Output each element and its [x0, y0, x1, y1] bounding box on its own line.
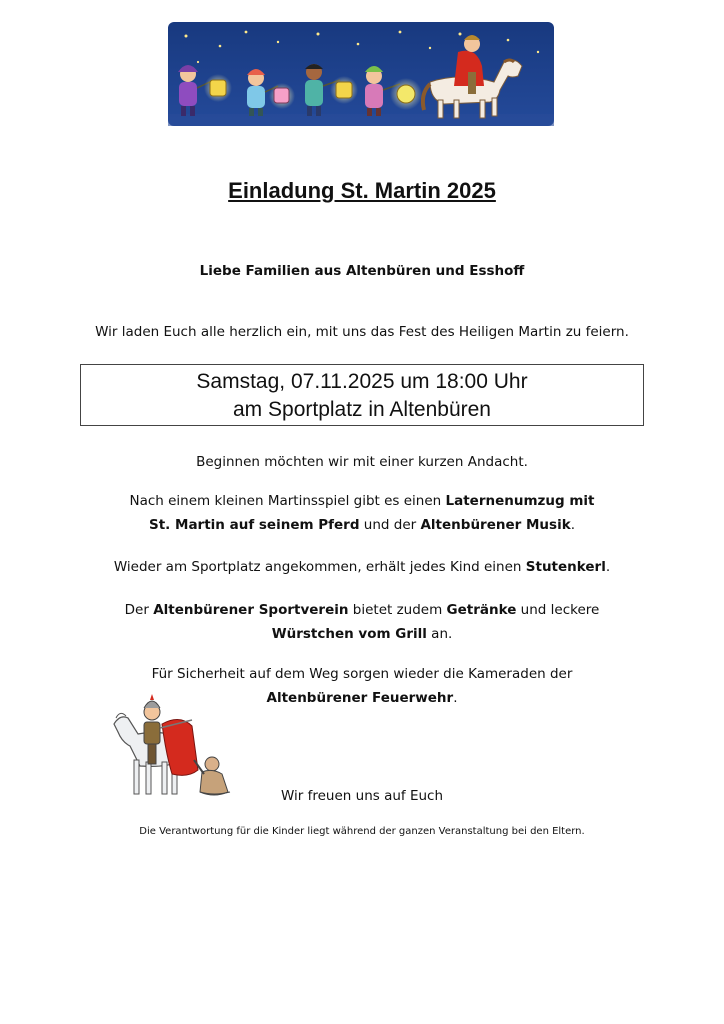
disclaimer: Die Verantwortung für die Kinder liegt während der ganzen Veranstaltung bei den Eltern.	[139, 826, 585, 837]
highlight-stutenkerl: Stutenkerl	[525, 559, 606, 575]
highlight-laternenumzug: Laternenumzug mit	[445, 493, 595, 509]
highlight-sportverein: Altenbürener Sportverein	[153, 602, 349, 618]
paragraph-stutenkerl	[0, 555, 724, 579]
text-fragment: bietet zudem	[348, 602, 447, 618]
closing-text	[0, 788, 724, 804]
greeting: Liebe Familien aus Altenbüren und Esshoff	[199, 263, 525, 279]
highlight-wuerstchen: Würstchen vom Grill	[271, 626, 427, 642]
paragraph-andacht: Beginnen möchten wir mit einer kurzen Andacht.	[196, 454, 528, 470]
text-fragment: Nach einem kleinen Martinsspiel gibt es einen	[129, 493, 446, 509]
highlight-musik: Altenbürener Musik	[420, 517, 571, 533]
intro-text: Wir laden Euch alle herzlich ein, mit uns das Fest des Heiligen Martin zu feiern.	[95, 324, 629, 340]
highlight-st-martin: St. Martin auf seinem Pferd	[149, 517, 360, 533]
text-fragment: .	[605, 559, 611, 575]
text-fragment: Der	[124, 602, 154, 618]
highlight-feuerwehr: Altenbürener Feuerwehr	[266, 690, 454, 706]
text-fragment: Für Sicherheit auf dem Weg sorgen wieder die Kameraden der	[151, 666, 573, 682]
text-fragment: an.	[426, 626, 453, 642]
page-title: Einladung St. Martin 2025	[228, 178, 496, 203]
text-fragment: und der	[359, 517, 421, 533]
highlight-getraenke: Getränke	[446, 602, 517, 618]
paragraph-sportverein	[0, 598, 724, 646]
closing-label: Wir freuen uns auf Euch	[280, 788, 444, 804]
text-fragment: und leckere	[516, 602, 600, 618]
event-date-box	[80, 364, 644, 426]
text-fragment: .	[453, 690, 458, 706]
event-place: am Sportplatz in Altenbüren	[233, 398, 491, 421]
text-fragment: .	[570, 517, 575, 533]
lantern-procession-illustration	[168, 22, 554, 126]
text-fragment: Wieder am Sportplatz angekommen, erhält jedes Kind einen	[113, 559, 526, 575]
paragraph-umzug	[0, 489, 724, 537]
event-date: Samstag, 07.11.2025 um 18:00 Uhr	[196, 370, 528, 393]
